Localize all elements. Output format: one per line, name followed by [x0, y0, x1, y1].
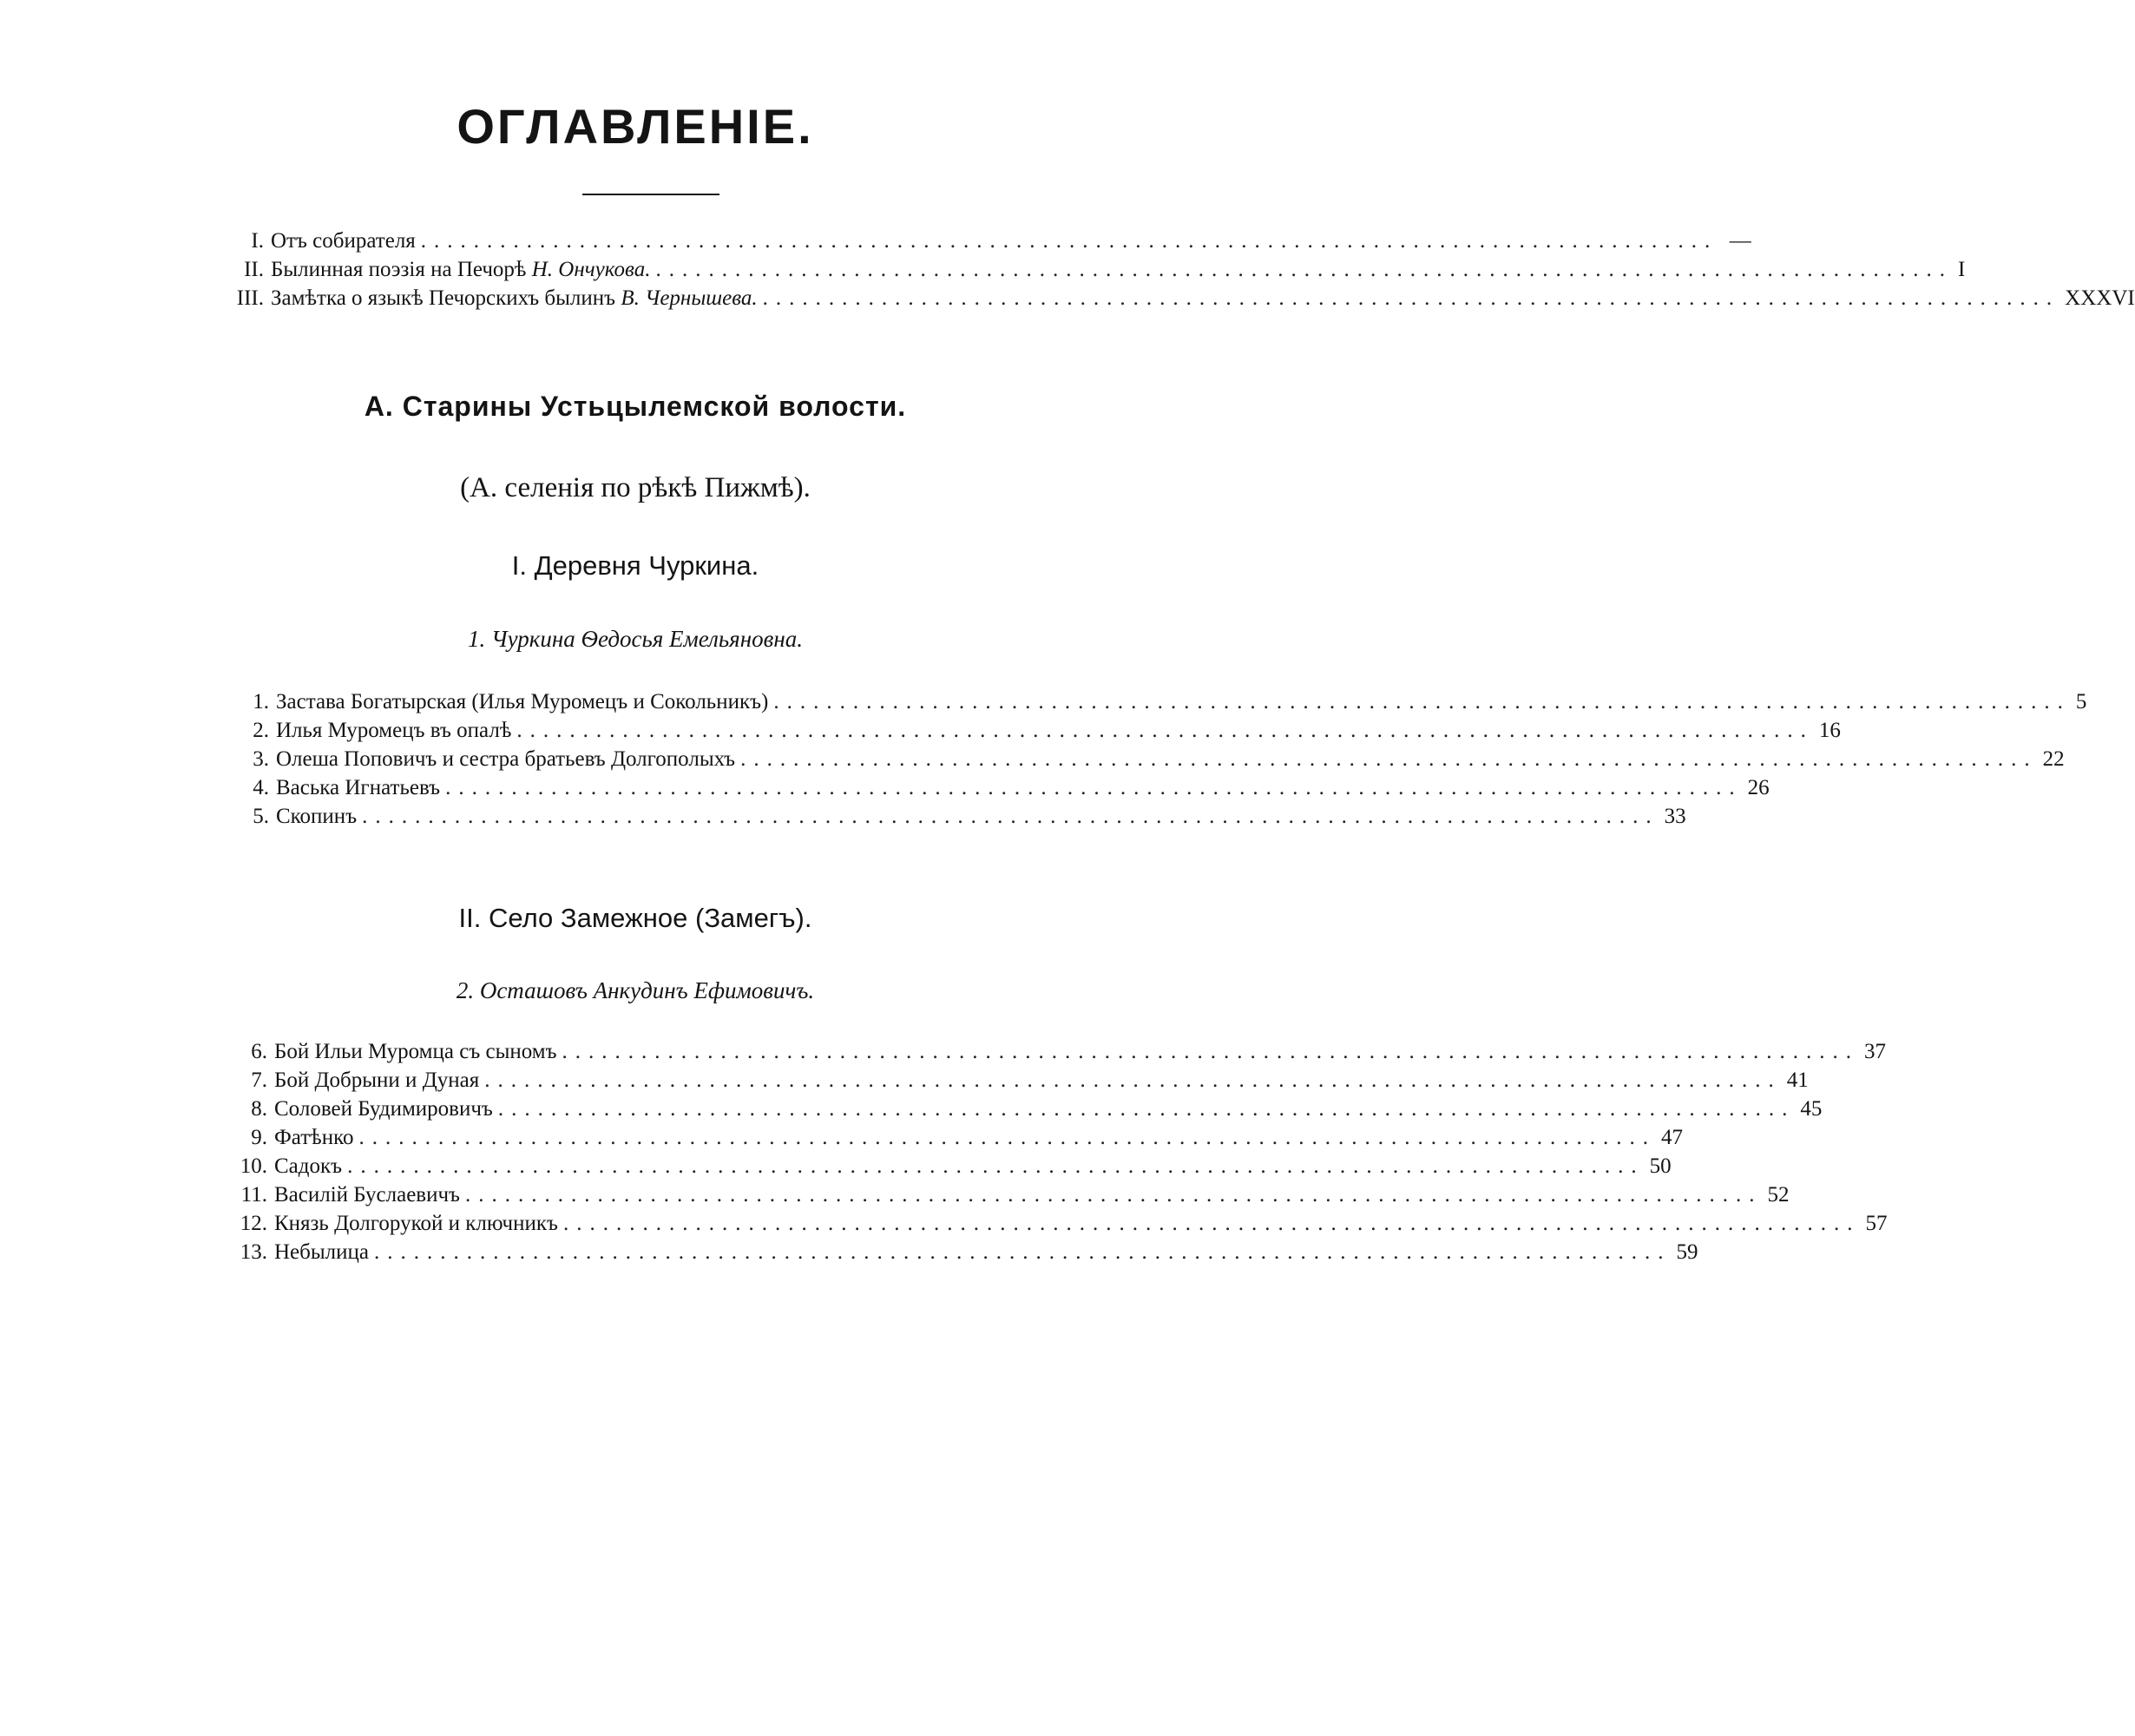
entry-number: 3. — [253, 747, 269, 771]
entry-number: 2. — [253, 719, 269, 742]
entry-author: В. Чернышева. — [621, 286, 758, 310]
entry-title: Илья Муромецъ въ опалѣ — [276, 719, 512, 742]
toc-entry[interactable] — [234, 717, 1841, 745]
toc-entry[interactable] — [234, 774, 1770, 802]
toc-entry[interactable] — [224, 227, 1751, 255]
toc-entry[interactable] — [233, 1067, 1809, 1095]
entry-page: 26 — [1747, 776, 1770, 799]
dot-leader: .................................................................................................. — [562, 1040, 1860, 1063]
entry-title: Садокъ — [274, 1154, 343, 1178]
toc-entry[interactable] — [234, 746, 2065, 773]
entry-number: II. — [244, 258, 264, 281]
toc-entry[interactable] — [233, 1124, 1683, 1152]
toc-entry[interactable] — [233, 1181, 1790, 1209]
entry-number: 5. — [253, 805, 269, 828]
entry-title: Скопинъ — [276, 805, 358, 828]
entry-title: Соловей Будимировичъ — [274, 1097, 493, 1121]
dot-leader: .................................................................................................. — [362, 805, 1659, 828]
title-divider — [582, 194, 719, 195]
entry-title — [264, 285, 758, 312]
toc-entry[interactable] — [233, 1210, 1888, 1238]
section-subheading: (А. селенія по рѣкѣ Пижмѣ). — [460, 472, 811, 503]
entry-title: Олеша Поповичъ и сестра братьевъ Долгополыхъ — [276, 747, 736, 771]
entry-number: 7. — [251, 1069, 267, 1092]
entry-page: 59 — [1676, 1240, 1698, 1264]
section-heading: А. Старины Устьцылемской волости. — [364, 391, 907, 422]
toc-entry[interactable] — [224, 285, 2135, 312]
entry-number: 6. — [251, 1040, 267, 1063]
entry-author: Н. Ончукова. — [531, 258, 651, 281]
dot-leader: .................................................................................................. — [374, 1240, 1672, 1264]
entry-page: 50 — [1649, 1154, 1672, 1178]
toc-entry[interactable] — [233, 1239, 1698, 1266]
entry-number: 12. — [240, 1212, 267, 1235]
village-heading: II. Село Замежное (Замегъ). — [458, 903, 812, 933]
dot-leader: .................................................................................................. — [562, 1212, 1861, 1235]
village-heading: I. Деревня Чуркина. — [511, 550, 759, 581]
dot-leader: .................................................................................................. — [464, 1183, 1763, 1207]
entry-page: 41 — [1786, 1069, 1809, 1092]
entry-number: 10. — [240, 1154, 267, 1178]
entry-title: Васька Игнатьевъ — [276, 776, 441, 799]
entry-page: 22 — [2042, 747, 2065, 771]
toc-entry[interactable] — [233, 1095, 1823, 1123]
dot-leader: .................................................................................................. — [655, 258, 1953, 281]
entry-number: 4. — [253, 776, 269, 799]
dot-leader: .................................................................................................. — [773, 690, 2071, 713]
entry-page: 37 — [1864, 1040, 1887, 1063]
dot-leader: .................................................................................................. — [497, 1097, 1796, 1121]
entry-title: Застава Богатырская (Илья Муромецъ и Сокольникъ) — [276, 690, 769, 713]
entry-page: 57 — [1865, 1212, 1888, 1235]
dot-leader: .................................................................................................. — [516, 719, 1814, 742]
entry-number: III. — [236, 286, 264, 310]
entry-page: 47 — [1660, 1126, 1683, 1149]
toc-entry[interactable] — [233, 1038, 1887, 1066]
toc-entry[interactable] — [234, 803, 1686, 831]
entry-title-text: Замѣтка о языкѣ Печорскихъ былинъ — [271, 286, 616, 310]
toc-entry[interactable] — [234, 688, 2087, 716]
page-title: ОГЛАВЛЕНІЕ. — [457, 99, 814, 154]
dot-leader: .................................................................................................. — [484, 1069, 1782, 1092]
dot-leader: .................................................................................................. — [358, 1126, 1656, 1149]
entry-page: 45 — [1800, 1097, 1823, 1121]
entry-title: Фатѣнко — [274, 1126, 354, 1149]
dot-leader: .................................................................................................. — [762, 286, 2060, 310]
narrator-heading: 2. Осташовъ Анкудинъ Ефимовичъ. — [456, 977, 815, 1003]
entry-title-text: Былинная поэзія на Печорѣ — [271, 258, 527, 281]
toc-entry[interactable] — [233, 1153, 1672, 1180]
entry-number: I. — [251, 229, 264, 253]
entry-number: 8. — [251, 1097, 267, 1121]
entry-title: Бой Добрыни и Дуная — [274, 1069, 480, 1092]
entry-title: Князь Долгорукой и ключникъ — [274, 1212, 558, 1235]
entry-title: Небылица — [274, 1240, 369, 1264]
dot-leader: .................................................................................................. — [445, 776, 1743, 799]
entry-title: Отъ собирателя — [271, 229, 416, 253]
entry-title: Василій Буслаевичъ — [274, 1183, 460, 1207]
entry-number: 13. — [240, 1240, 267, 1264]
entry-page: 5 — [2075, 690, 2087, 713]
toc-entry[interactable] — [224, 256, 1966, 284]
entry-number: 11. — [240, 1183, 267, 1207]
entry-number: 9. — [251, 1126, 267, 1149]
entry-page: 33 — [1664, 805, 1686, 828]
entry-title — [264, 256, 650, 284]
dot-leader: .................................................................................................. — [740, 747, 2038, 771]
entry-number: 1. — [253, 690, 269, 713]
dot-leader: .................................................................................................. — [420, 229, 1718, 253]
entry-page: I — [1957, 258, 1966, 281]
entry-title: Бой Ильи Муромца съ сыномъ — [274, 1040, 557, 1063]
entry-page: 16 — [1818, 719, 1841, 742]
entry-page: XXXVI — [2065, 286, 2135, 310]
entry-page: 52 — [1767, 1183, 1790, 1207]
dot-leader: .................................................................................................. — [347, 1154, 1645, 1178]
narrator-heading: 1. Чуркина Ѳедосья Емельяновна. — [468, 626, 803, 652]
entry-page: — — [1729, 229, 1751, 253]
